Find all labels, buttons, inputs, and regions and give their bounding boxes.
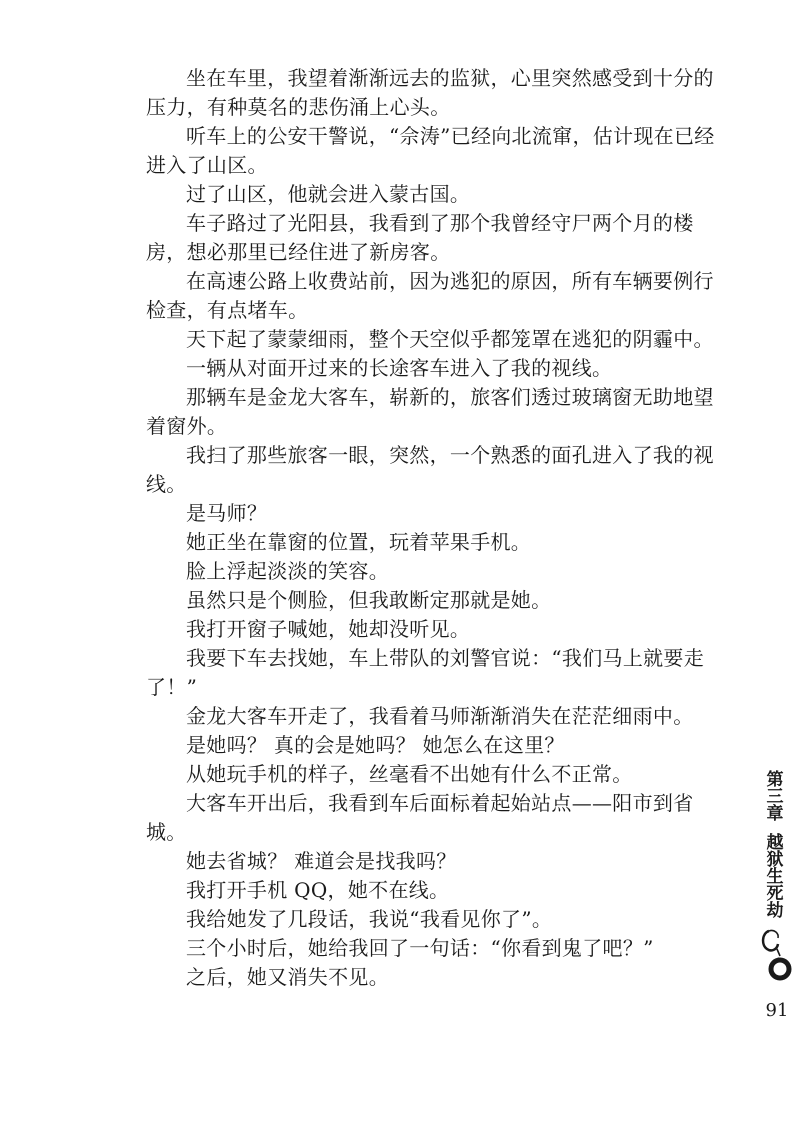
paragraph: 车子路过了光阳县，我看到了那个我曾经守尸两个月的楼房，想必那里已经住进了新房客。	[146, 211, 694, 264]
paragraph: 虽然只是个侧脸，但我敢断定那就是她。	[186, 588, 552, 612]
paragraph: 大客车开出后，我看到车后面标着起始站点——阳市到省城。	[146, 791, 694, 844]
chapter-side-tab	[746, 770, 798, 918]
paragraph: 她去省城？ 难道会是找我吗？	[186, 849, 457, 873]
chapter-label: 第三章	[762, 770, 783, 821]
handcuffs-icon	[757, 925, 795, 985]
body-text	[146, 64, 730, 992]
paragraph: 过了山区，他就会进入蒙古国。	[186, 182, 471, 206]
paragraph: 天下起了蒙蒙细雨，整个天空似乎都笼罩在逃犯的阴霾中。	[186, 327, 714, 351]
paragraph: 在高速公路上收费站前，因为逃犯的原因，所有车辆要例行检查，有点堵车。	[146, 269, 714, 322]
paragraph: 一辆从对面开过来的长途客车进入了我的视线。	[186, 356, 613, 380]
paragraph: 从她玩手机的样子，丝毫看不出她有什么不正常。	[186, 762, 633, 786]
chapter-title: 越狱生死劫	[762, 833, 783, 918]
paragraph: 我给她发了几段话，我说“我看见你了”。	[186, 907, 553, 931]
paragraph: 我要下车去找她，车上带队的刘警官说：“我们马上就要走了！”	[146, 646, 705, 699]
paragraph: 三个小时后，她给我回了一句话：“你看到鬼了吧？”	[186, 936, 654, 960]
paragraph: 听车上的公安干警说，“佘涛”已经向北流窜，估计现在已经进入了山区。	[146, 124, 715, 177]
paragraph: 坐在车里，我望着渐渐远去的监狱，心里突然感受到十分的压力，有种莫名的悲伤涌上心头。	[146, 66, 714, 119]
paragraph: 是她吗？ 真的会是她吗？ 她怎么在这里？	[186, 733, 565, 757]
paragraph: 我扫了那些旅客一眼，突然，一个熟悉的面孔进入了我的视线。	[146, 443, 714, 496]
paragraph: 她正坐在靠窗的位置，玩着苹果手机。	[186, 530, 532, 554]
paragraph: 那辆车是金龙大客车，崭新的，旅客们透过玻璃窗无助地望着窗外。	[146, 385, 714, 438]
paragraph: 之后，她又消失不见。	[186, 965, 389, 989]
paragraph: 我打开手机 QQ，她不在线。	[186, 878, 450, 902]
paragraph: 脸上浮起淡淡的笑容。	[186, 559, 389, 583]
page-number: 91	[765, 1000, 789, 1021]
paragraph: 是马师？	[186, 501, 268, 525]
paragraph: 我打开窗子喊她，她却没听见。	[186, 617, 471, 641]
paragraph: 金龙大客车开走了，我看着马师渐渐消失在茫茫细雨中。	[186, 704, 694, 728]
